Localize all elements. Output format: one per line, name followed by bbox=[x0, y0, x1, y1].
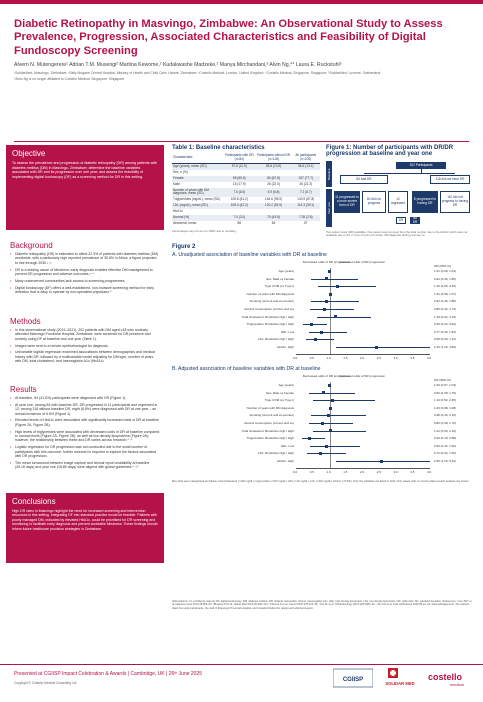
costello-medical-logo bbox=[428, 670, 474, 688]
odds-ratio-point bbox=[308, 437, 311, 440]
table-cell: 164.6 (95.5) bbox=[264, 197, 283, 202]
x-tick-label: 2.5 bbox=[376, 355, 381, 360]
x-tick-label: 3.5 bbox=[410, 469, 415, 474]
x-axis bbox=[296, 468, 430, 469]
confidence-interval bbox=[311, 415, 366, 416]
table-cell: 6.9 (6.8) bbox=[256, 188, 292, 198]
flow-connector bbox=[364, 173, 455, 174]
x-tick-label: 0.5 bbox=[309, 355, 314, 360]
table1-caption bbox=[172, 145, 320, 151]
table-cell: 140.9 (87.8) bbox=[297, 197, 315, 202]
category-label: HbA1c: High bbox=[277, 459, 294, 463]
confidence-interval bbox=[336, 461, 430, 462]
category-label: Total cholesterol: Borderline high / High bbox=[241, 314, 294, 319]
x-tick-label: 0.0 bbox=[293, 355, 298, 360]
table-cell: 7.0 (2.0) bbox=[223, 215, 255, 221]
category-label: LDL: Borderline high / High bbox=[257, 337, 294, 342]
decreased-odds-label: Decreased odds of DR progression bbox=[302, 260, 350, 264]
legend-dr: DR bbox=[396, 217, 406, 224]
or-value: 0.90 (0.42, 1.90) bbox=[434, 443, 457, 448]
table-row-label: Age (years), mean (SD) bbox=[172, 163, 223, 169]
methods-item: • Images were sent to a remote ophthalmologist for diagnosis. bbox=[10, 344, 160, 348]
background-item: • DR is a leading cause of blindness; early diagnosis enables effective DM management to prevent DR progression and adverse outcomes.³⁻⁴ bbox=[10, 268, 160, 277]
affiliation-note: *Alvin Ng is no longer affiliated to Costello Medical, Singapore, Singapore. bbox=[14, 76, 126, 81]
methods-heading: Methods bbox=[10, 317, 41, 326]
increased-odds-label: Increased odds of DR progression bbox=[339, 260, 386, 264]
table-cell: 7.6 (6.5) bbox=[223, 188, 255, 198]
category-label: Sex: Male vs Female bbox=[265, 390, 294, 395]
odds-ratio-point bbox=[322, 391, 325, 394]
reference-line bbox=[330, 268, 331, 354]
confidence-interval bbox=[302, 438, 325, 439]
figure1-area bbox=[326, 145, 474, 240]
or-value: 1.02 (0.50, 2.10) bbox=[434, 428, 457, 433]
results-item: • High levels of triglycerides were associated with decreased odds of DR at baseline compared to normal levels (Figure 2A, Figure 2B), as well as low density lipoproteins (Figure 2A); however, the relationship between these and DR varies across research.⁶⁻⁸ bbox=[10, 430, 160, 443]
odds-ratio-point bbox=[336, 285, 339, 288]
reference-line bbox=[330, 382, 331, 468]
figure1-label: Figure 1: bbox=[326, 145, 352, 151]
objective-box bbox=[6, 145, 164, 230]
forest-plot-b bbox=[172, 374, 474, 478]
confidence-interval bbox=[306, 339, 333, 340]
or-value: 0.98 (0.45, 2.10) bbox=[434, 413, 457, 418]
table-header: Characteristic bbox=[172, 153, 223, 163]
odds-ratio-point bbox=[329, 293, 332, 296]
table-cell: 55 (65.5) bbox=[223, 176, 255, 182]
odds-ratio-point bbox=[327, 414, 330, 417]
x-tick-label: 1.0 bbox=[326, 355, 331, 360]
background-item: • Digital fundoscopy (DF) offers a well-established, non-invasive screening method for early detection that is easy to operate by non-specialist physicians.⁵ bbox=[10, 286, 160, 295]
odds-ratio-point bbox=[329, 407, 332, 410]
methods-item: • In this observational study (2019–2021), 202 patients with DM aged ≥18 who routinely attended Masvingo Provincial Hospital, Zimbabwe, were screened for DR presence and severity using DF at baseline and one year (Table 1). bbox=[10, 328, 160, 341]
category-label: Type II DM (vs Type I) bbox=[264, 284, 294, 289]
poster-header bbox=[14, 18, 469, 81]
confidence-interval bbox=[317, 317, 372, 318]
results-item: • At year one, among 84 with baseline DR, DR progressed in 11 participants and regressed in 12; among 118 without baseline DR, eight (6.8%) were diagnosed with DR at one year – an annual incidence of 6.8% (Figure 1). bbox=[10, 403, 160, 416]
references: Abbreviations: Cl, confidence interval; DF, digital fundoscopy; DM, diabetes mellitus; DR, diabetic retinopathy; HbA1c, haemoglobin A1c; HDL, high density lipoprotein; LDL, low density lipoprotein; OR, odds ratio; SD, standard deviation. References: ¹Yau JWY et al. Diabetes Care 2012;35:556–64; ²Burgess PI et al. Diabet Med 2013;30:399–412; ³Cheung N et al. Lancet 2010;376:124–36; ⁴Teo ZL et al. Ophthalmology 2021;128:1580–91; ⁵Tan CH et al. Acta Ophthalmol 2020;98:e1–e9. Acknowledgements: The authors thank the study participants, the staff of Masvingo Provincial Hospital, and Costello Medical for design and editorial support. bbox=[172, 600, 472, 610]
background-item: • Many underserved communities lack access to screening programmes. bbox=[10, 279, 160, 283]
or-header: OR (95% CI) bbox=[434, 378, 452, 382]
or-value: 0.77 (0.39, 1.52) bbox=[434, 329, 457, 334]
x-tick-label: 4.0 bbox=[427, 355, 432, 360]
results-section bbox=[10, 385, 160, 472]
category-label: LDL: Borderline high / High bbox=[257, 451, 294, 456]
table-cell: 105.8 (61.2) bbox=[230, 197, 248, 202]
cgiisp-logo-text: CGIISP bbox=[342, 677, 364, 683]
odds-ratio-point bbox=[323, 308, 326, 311]
flow-total-participants: 202 Participants bbox=[396, 162, 446, 169]
affiliations: ¹SolidarMed, Masvingo, Zimbabwe; ²Sally Mugabe Central Hospital, Ministry of Health and Child Care, Harare, Zimbabwe; ³Costello Medical, London, United Kingdom; ⁴Costello Medical, Singapore, Singapore; ⁵SolidarMed, Lucerne, Switzerland. bbox=[14, 70, 382, 75]
flow-no-progression: 60 did not progress bbox=[362, 191, 386, 213]
table-cell: 57 bbox=[304, 221, 308, 226]
x-tick-label: 2.0 bbox=[360, 469, 365, 474]
or-value: 0.40 (0.18, 0.88) bbox=[434, 436, 457, 441]
or-header: OR (95% CI) bbox=[434, 264, 452, 268]
table-row bbox=[172, 221, 320, 227]
confidence-interval bbox=[313, 431, 367, 432]
table-cell: 7.35 (2.8) bbox=[292, 215, 320, 221]
or-value: 1.10 (0.52, 2.35) bbox=[434, 398, 457, 403]
confidence-interval bbox=[310, 446, 360, 447]
figure2b-title: B. Adjusted association of baseline variables with DR at baseline bbox=[172, 366, 321, 372]
category-label: Age (years) bbox=[278, 383, 294, 387]
category-label: Smoking (current and ex-smoker) bbox=[249, 413, 294, 418]
table-row-label: Number of years with DM diagnosis, mean (SD) bbox=[172, 188, 223, 198]
x-tick-label: 3.5 bbox=[410, 355, 415, 360]
table-cell: 57.8 (11.9) bbox=[223, 163, 255, 169]
figure2a-title: A. Unadjusted association of baseline variables with DR at baseline bbox=[172, 252, 327, 258]
figure2-heading: Figure 2 bbox=[172, 244, 196, 250]
confidence-interval bbox=[318, 286, 377, 287]
table-cell: 55.8 (13.9) bbox=[256, 163, 292, 169]
or-value: 2.40 (1.20, 4.80) bbox=[434, 345, 457, 349]
confidence-interval bbox=[313, 400, 374, 401]
table-cell: 120.2 (52.9) bbox=[256, 203, 292, 209]
confidence-interval bbox=[311, 301, 359, 302]
flow-progressed-to-dr: 8 progressed to having DR bbox=[412, 191, 438, 213]
or-value: 0.80 (0.38, 1.70) bbox=[434, 421, 457, 425]
odds-ratio-point bbox=[320, 331, 323, 334]
or-value: 1.02 (0.98, 1.07) bbox=[434, 291, 457, 296]
odds-ratio-point bbox=[325, 300, 328, 303]
confidence-interval bbox=[309, 393, 355, 394]
table-cell: 114.3 (39.1) bbox=[292, 203, 320, 209]
confidence-interval bbox=[336, 347, 430, 348]
table-cell: 54 bbox=[271, 221, 276, 226]
background-item: • Diabetic retinopathy (DR) is estimated to affect 22.3% of patients with diabetes mellitus (DM) worldwide, with a particularly high reported prevalence of 35.8% in Africa, a figure projected to rise through 2030.¹⁻² bbox=[10, 252, 160, 265]
category-label: Total cholesterol: Borderline high / High bbox=[241, 428, 294, 433]
flow-no-progression-to-dr: 110 did not progress to having DR bbox=[440, 191, 470, 213]
forest-plot-a bbox=[172, 260, 474, 364]
table1-note: Percentages may not sum to 100% due to rounding. bbox=[172, 229, 237, 234]
category-label: Alcohol consumption (current and ex) bbox=[244, 307, 294, 311]
costello-logo-subtext: medical bbox=[450, 682, 464, 687]
category-label: HDL: Low bbox=[280, 443, 294, 448]
objective-text: To assess the prevalence and progression of diabetic retinopathy (DR) among patients with diabetes mellitus (DM) in Masvingo, Zimbabwe; determine the baseline variables associated with DR and its progression over one year; and assess the feasibility of implementing digital fundoscopy (DF) as a screening method for DR in this setting. bbox=[12, 161, 158, 179]
results-heading: Results bbox=[10, 385, 37, 394]
category-label: Smoking (current and ex-smoker) bbox=[249, 299, 294, 304]
figure2-note: Box plots were categorised as follows: total cholesterol (<200 mg/dL); triglycerides (<150 mg/dL); HDL (>40 mg/dL); LDL (<100 mg/dL); HbA1c (<6.5%). Only the variables are listed in bold. Only values with no missing data at each analysis are shown. bbox=[172, 480, 470, 483]
category-label: Alcohol consumption (current and ex) bbox=[244, 421, 294, 425]
methods-item: • Univariable logistic regression examined associations between demographics and medical history with DR, followed by a multivariable model adjusting for DM type, number of years with DM, total cholesterol, and haemoglobin A1c (HbA1c). bbox=[10, 350, 160, 363]
x-axis bbox=[296, 354, 430, 355]
table-cell: 80 (67.8) bbox=[256, 176, 292, 182]
presented-at: Presented at CGIISP Impact Celebration & Awards | Cambridge, UK | 26ᵗʰ June 2025 bbox=[14, 671, 203, 677]
figure1-title: Number of participants with DR/DR progression at baseline and year one bbox=[326, 145, 454, 157]
odds-ratio-point bbox=[331, 399, 334, 402]
top-accent-bar bbox=[0, 0, 483, 4]
x-tick-label: 1.0 bbox=[326, 469, 331, 474]
confidence-interval bbox=[303, 324, 326, 325]
table-cell: 26 (22.0) bbox=[267, 181, 280, 186]
or-value: 0.45 (0.22, 0.92) bbox=[434, 322, 457, 327]
table-header: Participants with DR (n=84) bbox=[223, 153, 255, 163]
results-item: • The mean turnaround between image capture and clinical report availability at baseline (26.16 days) and year one (18.89 days) were aligned with global guidelines.⁹⁻¹⁰ bbox=[10, 461, 160, 470]
confidence-interval bbox=[309, 332, 347, 333]
category-label: Triglycerides: Borderline high / High bbox=[246, 322, 294, 327]
table-cell: 56.6 (13.1) bbox=[292, 163, 320, 169]
table-cell: 105.4 (42.2) bbox=[223, 203, 255, 209]
category-label: Number of years with DM diagnosis bbox=[246, 405, 294, 410]
header-divider bbox=[14, 141, 469, 142]
table-row-label: HbA1c bbox=[173, 209, 183, 214]
figure1-note: Two-sided t-tests (DR) available. One patient was removed from the total number due to the HbA1c which was not available due to the 'n' time of point of number. DR diagnosis during year two on. bbox=[326, 230, 468, 238]
figure1-caption bbox=[326, 145, 474, 157]
odds-ratio-point bbox=[319, 452, 322, 455]
table1-title: Baseline characteristics bbox=[195, 145, 265, 151]
odds-ratio-point bbox=[325, 277, 328, 280]
legend-no-dr: No DR bbox=[410, 217, 420, 224]
flow-regressed: 12 regressed bbox=[388, 191, 408, 213]
x-tick-label: 2.5 bbox=[376, 469, 381, 474]
results-item: • Elevated levels of HbA1c were associated with significantly increased odds of DR at baseline (Figure 2A, Figure 2B). bbox=[10, 418, 160, 427]
table-row-label: Male bbox=[173, 181, 180, 186]
table-header: All participants (n=202) bbox=[292, 153, 320, 163]
conclusions-text: High DR rates in Masvingo highlight the need for increased screening and intervention resources in this setting. Integrating DF into standard practice would be feasible. Patients with poorly managed DM, indicated by elevated HbA1c, could be prioritised for DR screening and monitoring to facilitate early diagnosis and prevent avoidable blindness. These findings should inform future healthcare provision strategies in Zimbabwe. bbox=[12, 509, 158, 531]
or-value: 0.72 (0.34, 1.50) bbox=[434, 451, 457, 456]
odds-ratio-point bbox=[314, 338, 317, 341]
or-value: 0.82 (0.38, 1.75) bbox=[434, 390, 457, 395]
confidence-interval bbox=[309, 423, 353, 424]
conclusions-box bbox=[6, 493, 164, 563]
left-column bbox=[0, 145, 167, 663]
category-label: HbA1c: High bbox=[277, 345, 294, 349]
or-value: 1.00 (0.97, 1.03) bbox=[434, 383, 457, 387]
x-tick-label: 1.5 bbox=[343, 355, 348, 360]
category-label: Age (years) bbox=[278, 269, 294, 273]
or-value: 1.03 (0.98, 1.08) bbox=[434, 405, 457, 410]
x-tick-label: 3.0 bbox=[393, 355, 398, 360]
odds-ratio-point bbox=[329, 429, 332, 432]
odds-ratio-point bbox=[310, 323, 313, 326]
or-value: 0.92 (0.46, 1.85) bbox=[434, 276, 457, 281]
authors: Alvern N. Mutengerere¹ Adrian T.M. Musengi² Martina Kewome,² Kudakwashe Madzeke,² Manya Mirchandani,³ Alvin Ng,⁴* Laura E. Ruckstuhl⁵ bbox=[14, 62, 342, 69]
baseline-side-label: Baseline bbox=[326, 161, 332, 187]
methods-section bbox=[10, 317, 160, 366]
cgiisp-logo bbox=[333, 667, 373, 689]
yearone-side-label: Year one bbox=[326, 189, 332, 227]
or-value: 1.18 (0.62, 2.25) bbox=[434, 314, 457, 319]
x-tick-label: 4.0 bbox=[427, 469, 432, 474]
or-value: 0.85 (0.42, 1.72) bbox=[434, 307, 457, 311]
background-section bbox=[10, 241, 160, 297]
or-value: 1.25 (0.65, 2.40) bbox=[434, 284, 457, 289]
table-row-label: Female bbox=[172, 176, 223, 182]
table-header: Participants without DR (n=118) bbox=[256, 153, 292, 163]
x-tick-label: 2.0 bbox=[360, 355, 365, 360]
table-cell: 7.2 (6.7) bbox=[292, 188, 320, 198]
solidarmed-logo bbox=[380, 667, 420, 689]
table-row-label: LDL (mg/dL), mean (SD) bbox=[172, 203, 223, 209]
category-label: Sex: Male vs Female bbox=[265, 276, 294, 281]
costello-logo-text: costello bbox=[428, 672, 463, 682]
category-label: Triglycerides: Borderline high / High bbox=[246, 436, 294, 441]
results-item: • At baseline, 84 (41.6%) participants were diagnosed with DR (Figure 1). bbox=[10, 396, 160, 400]
table-row-label: Normal (%) bbox=[172, 215, 223, 221]
odds-ratio-point bbox=[321, 422, 324, 425]
or-value: 2.55 (1.20, 5.40) bbox=[434, 459, 457, 463]
category-label: Number of years with DM diagnosis bbox=[246, 291, 294, 296]
x-tick-label: 0.5 bbox=[309, 469, 314, 474]
odds-ratio-point bbox=[328, 270, 331, 273]
confidence-interval bbox=[307, 453, 346, 454]
odds-ratio-point bbox=[334, 315, 337, 318]
objective-heading: Objective bbox=[12, 149, 46, 158]
odds-ratio-point bbox=[328, 384, 331, 387]
category-label: Type II DM (vs Type I) bbox=[264, 398, 294, 403]
increased-odds-label: Increased odds of DR progression bbox=[339, 374, 386, 378]
category-label: HDL: Low bbox=[280, 329, 294, 334]
figure2-area bbox=[172, 244, 474, 483]
or-value: 0.58 (0.30, 1.12) bbox=[434, 337, 457, 342]
or-value: 0.92 (0.45, 1.88) bbox=[434, 299, 457, 304]
flow-progressed: 11 progressed to a more severe form of DR bbox=[334, 191, 360, 213]
or-value: 1.01 (0.99, 1.03) bbox=[434, 269, 457, 273]
x-tick-label: 0.0 bbox=[293, 469, 298, 474]
table1-area bbox=[172, 145, 320, 233]
results-item: • Logistic regression for DR progression was not conducted due to the small number of participants with this outcome; further research is required to explore the factors associated with DR progression. bbox=[10, 445, 160, 458]
odds-ratio-point bbox=[325, 445, 328, 448]
confidence-interval bbox=[311, 279, 358, 280]
baseline-table bbox=[172, 153, 320, 227]
table-cell: 45 (22.3) bbox=[299, 181, 313, 186]
table-row-label: Triglycerides (mg/dL), mean (SD) bbox=[173, 197, 220, 202]
x-tick-label: 3.0 bbox=[393, 469, 398, 474]
confidence-interval bbox=[310, 309, 354, 310]
table-cell: 70 (43.8) bbox=[256, 215, 292, 221]
solidarmed-logo-text: SOLIDAR MED bbox=[385, 681, 415, 686]
copyright: Copyright © Costello Medical Consulting Ltd bbox=[14, 681, 77, 685]
table1-label: Table 1: bbox=[172, 145, 195, 151]
conclusions-heading: Conclusions bbox=[12, 497, 56, 506]
flow-with-dr: 84 had DR bbox=[340, 175, 388, 184]
table-cell: 15 (17.9) bbox=[232, 181, 246, 186]
table-row bbox=[172, 188, 320, 198]
table-row-label: Abnormal, mean bbox=[173, 221, 197, 226]
table-row-label: Sex, n (%) bbox=[173, 169, 188, 174]
table-cell: 157 (77.7) bbox=[292, 176, 320, 182]
table-cell: 86 bbox=[237, 221, 242, 226]
x-tick-label: 1.5 bbox=[343, 469, 348, 474]
footer-divider bbox=[0, 664, 483, 665]
poster-title: Diabetic Retinopathy in Masvingo, Zimbabwe: An Observational Study to Assess Prevalence, Progression, Associated Characteristics and Feasibility of Digital Fundoscopy Screening bbox=[14, 18, 443, 57]
odds-ratio-point bbox=[375, 346, 378, 349]
odds-ratio-point bbox=[380, 460, 383, 463]
decreased-odds-label: Decreased odds of DR progression bbox=[302, 374, 350, 378]
flow-without-dr: 118 did not have DR bbox=[430, 175, 470, 184]
background-heading: Background bbox=[10, 241, 53, 250]
